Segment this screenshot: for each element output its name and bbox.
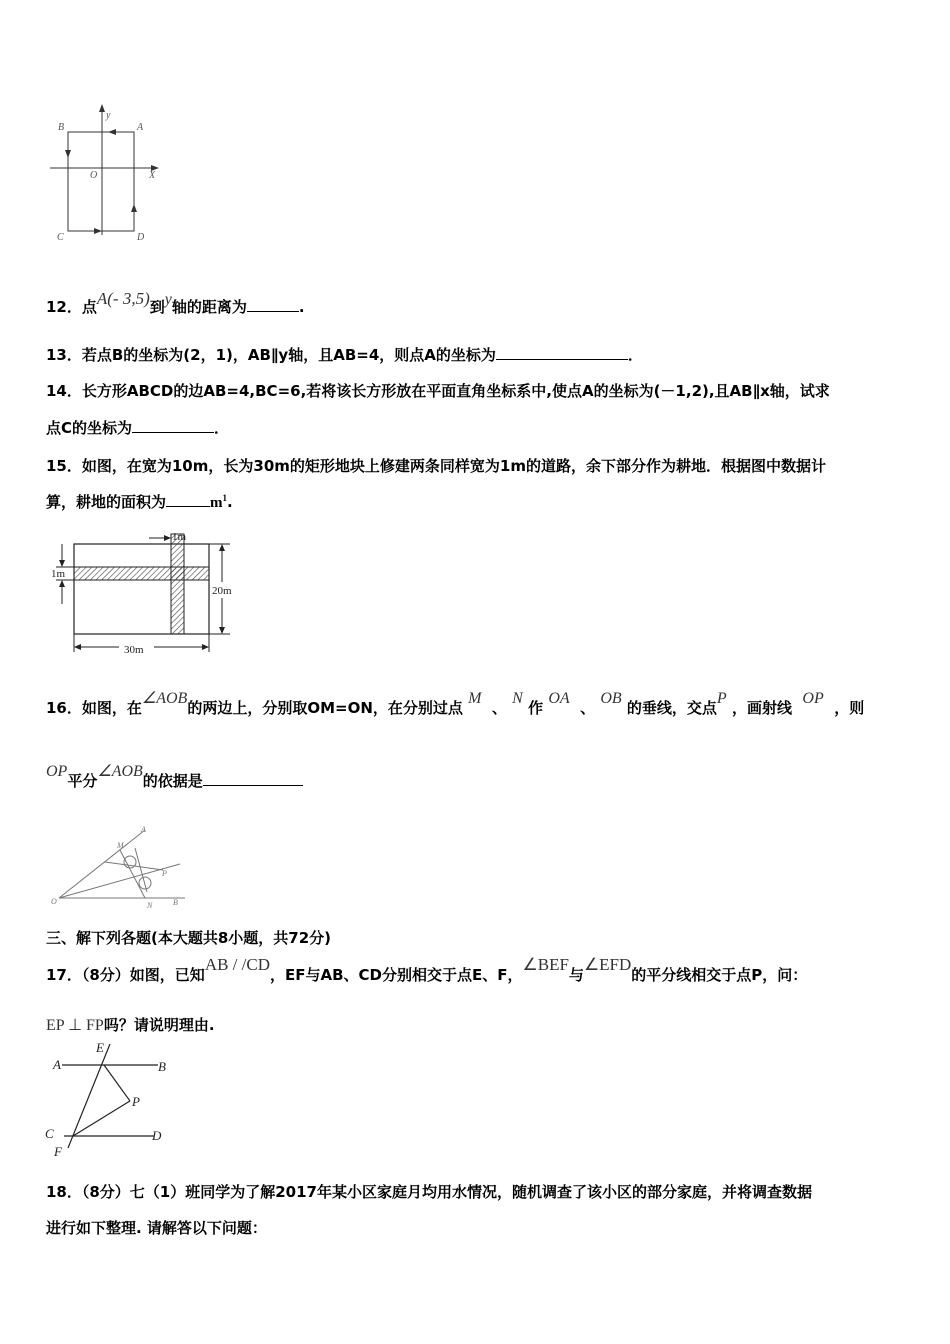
question-17-line-1 xyxy=(46,955,808,985)
label-y: y xyxy=(106,110,111,121)
label-o: O xyxy=(90,170,98,181)
answer-blank[interactable] xyxy=(247,297,299,312)
section-3-title: 三、解下列各题(本大题共8小题，共72分) xyxy=(46,929,332,947)
q16-text-4: ，画射线 xyxy=(731,699,792,717)
label-b: B xyxy=(58,122,65,133)
label-1m-left: 1m xyxy=(51,568,66,580)
label-n: N xyxy=(147,901,153,910)
question-16-line-2 xyxy=(46,763,303,791)
question-12 xyxy=(46,289,305,317)
q16-sep-1: 、 xyxy=(491,699,507,717)
question-18-line-1 xyxy=(46,1181,812,1202)
question-16-line-1 xyxy=(46,690,865,718)
question-15-line-2 xyxy=(46,491,233,512)
q16-oa: OA xyxy=(548,690,570,707)
label-p: P xyxy=(162,869,167,878)
q15-end: . xyxy=(227,493,233,511)
q12-end: . xyxy=(298,298,305,316)
label-p: P xyxy=(132,1094,140,1109)
q17-perp: EP ⊥ FP xyxy=(46,1017,104,1034)
q16-l2-text-2: 的依据是 xyxy=(142,772,203,790)
q17-angle-2: ∠EFD xyxy=(583,955,632,974)
q17-text-3: 的平分线相交于点P，问： xyxy=(631,966,808,984)
label-a: A xyxy=(137,122,144,133)
answer-blank[interactable] xyxy=(132,418,214,433)
q17-text-1: ，EF与AB、CD分别相交于点E、F， xyxy=(270,966,523,984)
q16-sep-2: 、 xyxy=(580,699,596,717)
q17-l2-text: 吗？请说明理由. xyxy=(103,1016,215,1034)
q16-n: N xyxy=(512,690,523,707)
q12-text-3: 轴的距离为 xyxy=(171,298,247,316)
q12-text-2: 到 xyxy=(149,298,165,316)
q12-point: A(- 3,5) xyxy=(96,289,150,308)
q15-text-2: 算，耕地的面积为 xyxy=(46,493,167,511)
parallel-lines-figure xyxy=(40,1036,180,1160)
q13-text: 13．若点B的坐标为(2，1)，AB∥y轴，且AB=4，则点A的坐标为 xyxy=(46,346,496,364)
label-e: E xyxy=(96,1040,104,1055)
q17-parallel: AB / /CD xyxy=(204,955,270,974)
q16-text-1: 的两边上，分别取OM=ON，在分别过点 xyxy=(187,699,463,717)
q13-end: ． xyxy=(627,346,643,364)
question-18-line-2 xyxy=(46,1217,267,1238)
question-17-line-2 xyxy=(46,1014,215,1035)
q16-ob: OB xyxy=(600,690,622,707)
question-14-line-2 xyxy=(46,417,229,438)
q16-l2-op: OP xyxy=(46,763,68,780)
question-13 xyxy=(46,344,643,365)
q18-text-1: 18．（8分）七（1）班同学为了解2017年某小区家庭月均用水情况，随机调查了该小区的部分家庭，并将调查数据 xyxy=(46,1183,813,1201)
label-b: B xyxy=(173,898,178,907)
q16-l2-angle: ∠AOB xyxy=(97,763,143,780)
label-x: X xyxy=(149,170,156,181)
q15-unit: m xyxy=(210,495,223,511)
label-m: M xyxy=(117,841,124,850)
label-o: O xyxy=(51,897,57,906)
q17-text-0: 17．（8分）如图，已知 xyxy=(46,966,205,984)
q12-text-1: 点 xyxy=(81,298,97,316)
q15-sup: 1 xyxy=(222,493,228,503)
label-1m-top: 1m xyxy=(172,531,187,543)
q16-angle: ∠AOB xyxy=(141,690,188,707)
label-c: C xyxy=(57,232,64,243)
q16-number: 16．如图，在 xyxy=(46,699,142,717)
answer-blank[interactable] xyxy=(203,771,303,786)
label-a: A xyxy=(141,825,146,834)
q16-text-5: ，则 xyxy=(834,699,865,717)
q17-text-2: 与 xyxy=(568,966,584,984)
q14-text-2: 点C的坐标为 xyxy=(46,419,133,437)
answer-blank[interactable] xyxy=(166,492,210,507)
q12-number: 12． xyxy=(46,298,82,316)
question-14-line-1 xyxy=(46,380,830,401)
label-a: A xyxy=(53,1057,61,1072)
q16-p: P xyxy=(716,690,727,707)
label-20m: 20m xyxy=(212,585,232,597)
coordinate-rectangle-figure xyxy=(40,100,170,250)
angle-bisector-figure xyxy=(45,822,195,910)
q14-end: ． xyxy=(214,419,230,437)
label-30m: 30m xyxy=(124,644,144,656)
q16-text-2: 作 xyxy=(528,699,544,717)
q18-text-2: 进行如下整理. 请解答以下问题： xyxy=(46,1219,267,1237)
q16-op: OP xyxy=(802,690,824,707)
label-d: D xyxy=(152,1128,162,1143)
section-3-heading xyxy=(46,927,331,948)
question-15-line-1 xyxy=(46,455,826,476)
q14-text-1: 14．长方形ABCD的边AB=4,BC=6,若将该长方形放在平面直角坐标系中,使点A的坐标为(－1,2),且AB∥x轴，试求 xyxy=(46,382,830,400)
q15-text-1: 15．如图，在宽为10m，长为30m的矩形地块上修建两条同样宽为1m的道路，余下部分作为耕地．根据图中数据计 xyxy=(46,457,826,475)
q16-text-3: 的垂线，交点 xyxy=(626,699,717,717)
answer-blank[interactable] xyxy=(496,345,628,360)
label-f: F xyxy=(54,1144,62,1159)
q16-m: M xyxy=(468,690,482,707)
label-b: B xyxy=(158,1059,166,1074)
q16-l2-text-1: 平分 xyxy=(67,772,98,790)
label-c: C xyxy=(45,1126,54,1141)
q12-axis: y xyxy=(164,291,172,308)
label-d: D xyxy=(137,232,145,243)
field-roads-figure xyxy=(44,524,244,659)
q17-angle-1: ∠BEF xyxy=(522,955,569,974)
